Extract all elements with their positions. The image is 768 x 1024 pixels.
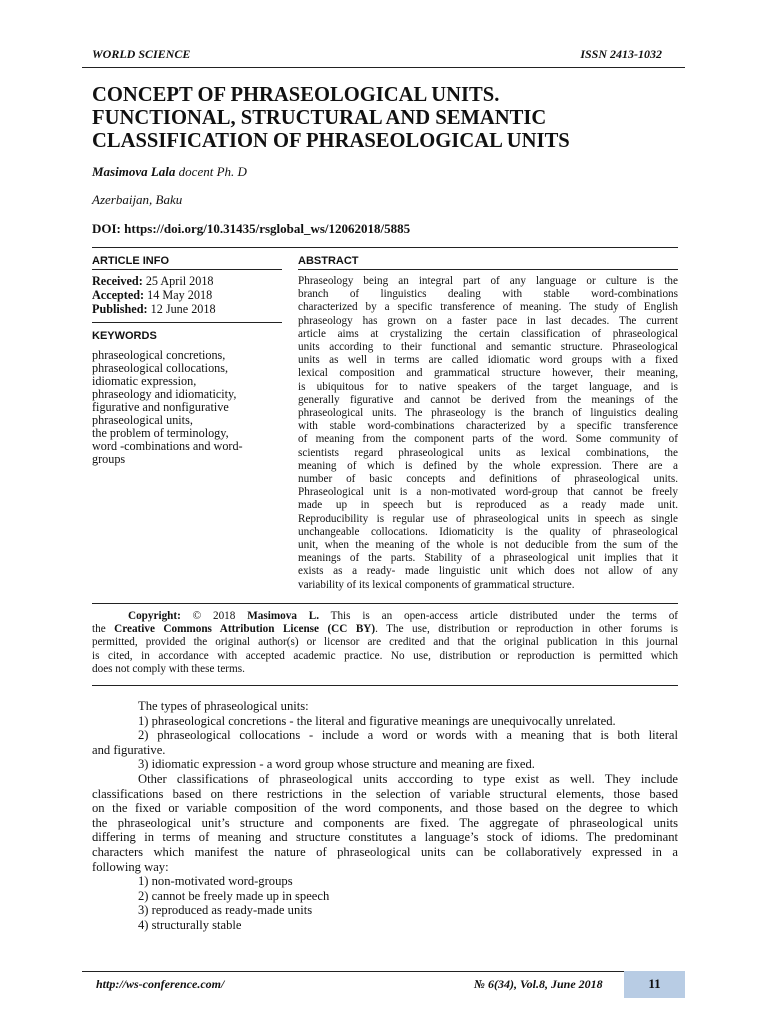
body-line: classifications based on there restrictions in the selection of variable structural elements, those based bbox=[92, 786, 678, 801]
abstract-line: generally figurative and cannot be derived from the meanings of the bbox=[298, 393, 678, 406]
abstract-line: with stable word-combinations characterized by a specific transference bbox=[298, 420, 678, 433]
copyright-text: permitted, provided the original author(s) or licensor are credited and that the original publication in this journal bbox=[92, 636, 678, 649]
keywords-heading: KEYWORDS bbox=[92, 330, 157, 342]
abstract-line: units according to their functional and semantic structure. Phraseological bbox=[298, 341, 678, 354]
copyright-top-rule bbox=[92, 603, 678, 604]
list-item: 3) idiomatic expression - a word group whose structure and meaning are fixed. bbox=[138, 757, 535, 772]
copyright-bottom-rule bbox=[92, 685, 678, 686]
keywords-list bbox=[92, 349, 272, 466]
body-line: on the fixed or variable composition of the word components, and those based on the degree to which bbox=[92, 801, 678, 816]
body-line: characters which manifest the nature of phraseological units can be collaboratively expressed in a bbox=[92, 844, 678, 859]
abstract-line: scientists regard phraseological units as lexical combinations, the bbox=[298, 446, 678, 459]
section-rule bbox=[92, 247, 678, 248]
list-item: 4) structurally stable bbox=[138, 917, 242, 932]
body-text bbox=[92, 699, 678, 933]
author-line bbox=[92, 164, 247, 180]
author-location: Azerbaijan, Baku bbox=[92, 192, 183, 207]
copyright-year: © 2018 bbox=[192, 610, 236, 622]
abstract-line: Phraseological unit is a non-motivated word-group that cannot be freely bbox=[298, 486, 678, 499]
license-name[interactable]: Creative Commons Attribution License (CC BY) bbox=[114, 623, 376, 636]
article-title bbox=[92, 84, 682, 153]
keywords-rule bbox=[92, 322, 282, 323]
abstract-rule bbox=[298, 269, 678, 270]
abstract-line: characterized by a specific transference of meaning. The study of English bbox=[298, 301, 678, 314]
body-line: Other classifications of phraseological units acccording to type exist as well. They include bbox=[138, 771, 678, 786]
doi-link[interactable]: DOI: https://doi.org/10.31435/rsglobal_ws/12062018/5885 bbox=[92, 221, 411, 236]
abstract-line: article aims at crystalizing the certain classification of phraseological bbox=[298, 327, 678, 340]
abstract-line: Reproducibility is regular use of phraseological units in speech as single bbox=[298, 512, 678, 525]
author-title: docent Ph. D bbox=[178, 164, 247, 179]
list-item: 1) phraseological concretions - the literal and figurative meanings are unequivocally unrelated. bbox=[138, 713, 616, 728]
abstract-line: unit, when the meaning of the whole is not deducible from the sum of the bbox=[298, 539, 678, 552]
abstract-line: number of basic concepts and definitions of phraseological units. bbox=[298, 473, 678, 486]
abstract-line: meaning of which is defined by the whole expression. There are a bbox=[298, 459, 678, 472]
abstract-line: phraseology has grown on a faster pace in last decades. The current bbox=[298, 314, 678, 327]
keyword: phraseological concretions, bbox=[92, 348, 226, 362]
running-header bbox=[92, 47, 662, 63]
copyright-label: Copyright: bbox=[128, 610, 181, 622]
abstract-line: Phraseology being an integral part of any language or culture is the bbox=[298, 275, 678, 287]
page-number: 11 bbox=[648, 976, 661, 991]
accepted-date: 14 May 2018 bbox=[147, 288, 213, 302]
abstract-line: lexical composition and grammatical structure however, their meaning, bbox=[298, 367, 678, 380]
published-label: Published: bbox=[92, 302, 148, 316]
list-item: 1) non-motivated word-groups bbox=[138, 874, 293, 889]
copyright-holder: Masimova L. bbox=[247, 610, 319, 622]
body-line: following way: bbox=[92, 859, 169, 874]
copyright-text: does not comply with these terms. bbox=[92, 662, 245, 675]
body-paragraph: The types of phraseological units: bbox=[138, 699, 309, 713]
abstract-line: made up in speech but is reproduced as a ready made unit. bbox=[298, 499, 678, 512]
abstract-line: exists as a ready- made linguistic unit which does not allow of any bbox=[298, 565, 678, 578]
page-number-box bbox=[624, 971, 685, 998]
body-line: differing in terms of meaning and structure constitutes a language’s stock of idioms. The predominant bbox=[92, 830, 678, 845]
title-line: CLASSIFICATION OF PHRASEOLOGICAL UNITS bbox=[92, 130, 570, 152]
keyword: phraseological collocations, bbox=[92, 361, 229, 375]
copyright-text: is cited, in accordance with accepted academic practice. No use, distribution or reproduction is permitted which bbox=[92, 649, 678, 662]
list-item: 3) reproduced as ready-made units bbox=[138, 903, 313, 918]
article-info-heading: ARTICLE INFO bbox=[92, 255, 169, 267]
abstract-line: is ubiquitous for to native speakers of the target language, and is bbox=[298, 380, 678, 393]
copyright-text: . The use, distribution or reproduction in other forums is bbox=[375, 623, 678, 636]
keyword: figurative and nonfigurative bbox=[92, 400, 229, 414]
body-line: the phraseological unit’s structure and components are fixed. The aggregate of phraseological units bbox=[92, 815, 678, 830]
keyword: phraseology and idiomaticity, bbox=[92, 387, 237, 401]
title-line: FUNCTIONAL, STRUCTURAL AND SEMANTIC bbox=[92, 107, 547, 129]
abstract-text bbox=[298, 275, 678, 592]
copyright-text: the bbox=[92, 623, 106, 636]
author-name: Masimova Lala bbox=[92, 164, 176, 179]
header-rule bbox=[82, 67, 685, 68]
issn: ISSN 2413-1032 bbox=[580, 47, 662, 61]
abstract-line: meanings of the parts. Stability of a phraseological unit implies that it bbox=[298, 552, 678, 565]
article-dates bbox=[92, 274, 216, 316]
keyword: groups bbox=[92, 452, 126, 466]
abstract-line: units as well in terms are called idiomatic word groups with a fixed bbox=[298, 354, 678, 367]
info-rule bbox=[92, 269, 282, 270]
abstract-line: variability of its lexical components of grammatical structure. bbox=[298, 578, 575, 591]
journal-name: WORLD SCIENCE bbox=[92, 47, 191, 61]
abstract-line: phraseological units. The phraseology is the branch of linguistics dealing bbox=[298, 407, 678, 420]
accepted-label: Accepted: bbox=[92, 288, 145, 302]
received-date: 25 April 2018 bbox=[145, 274, 214, 288]
published-date: 12 June 2018 bbox=[150, 302, 216, 316]
copyright-notice bbox=[92, 610, 678, 676]
list-item-continued: and figurative. bbox=[92, 742, 166, 757]
keyword: word -combinations and word- bbox=[92, 439, 243, 453]
received-label: Received: bbox=[92, 274, 143, 288]
keyword: idiomatic expression, bbox=[92, 374, 197, 388]
title-line: CONCEPT OF PHRASEOLOGICAL UNITS. bbox=[92, 84, 500, 106]
abstract-line: unchangeable collocations. Idiomaticity is the quality of phraseological bbox=[298, 525, 678, 538]
footer-rule bbox=[82, 971, 685, 972]
list-item: 2) cannot be freely made up in speech bbox=[138, 888, 330, 903]
footer-url[interactable]: http://ws-conference.com/ bbox=[96, 977, 225, 991]
abstract-line: branch of linguistics dealing with stable word-combinations bbox=[298, 288, 678, 301]
footer-issue: № 6(34), Vol.8, June 2018 bbox=[474, 977, 603, 991]
abstract-heading: ABSTRACT bbox=[298, 255, 359, 267]
list-item: 2) phraseological collocations - include a word or words with a meaning that is both literal bbox=[138, 728, 678, 743]
keyword: the problem of terminology, bbox=[92, 426, 229, 440]
copyright-text: This is an open-access article distributed under the terms of bbox=[330, 610, 679, 622]
keyword: phraseological units, bbox=[92, 413, 193, 427]
abstract-line: of meaning from the component parts of the word. Some community of bbox=[298, 433, 678, 446]
